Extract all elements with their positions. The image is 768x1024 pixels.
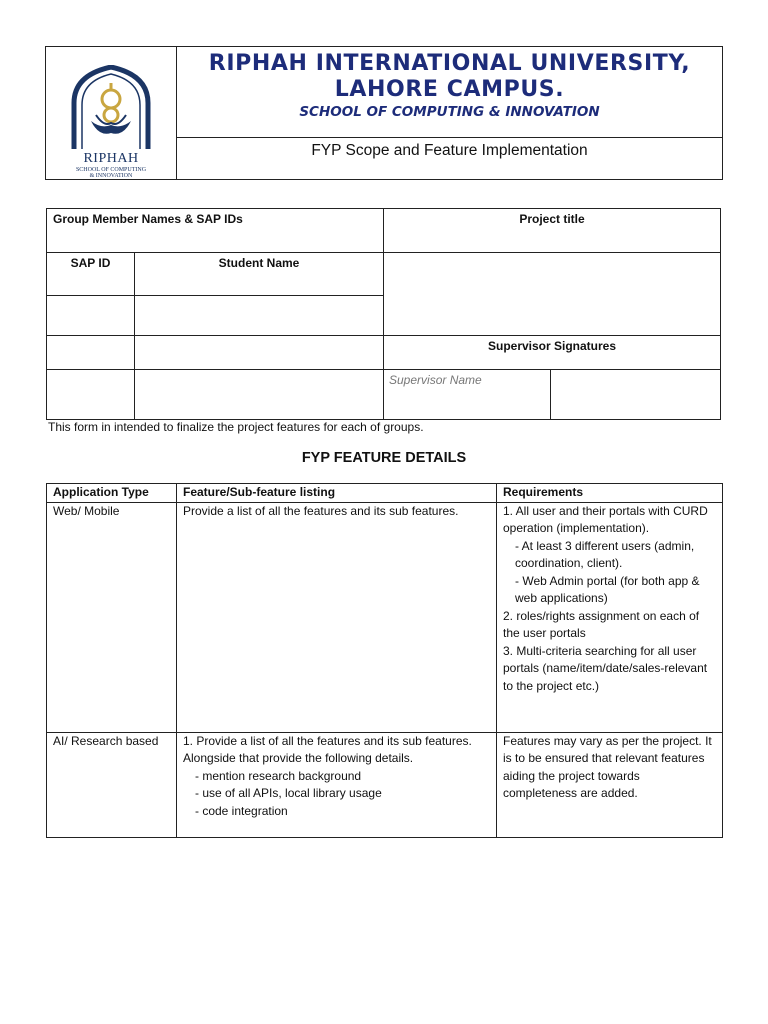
requirements-cell [497, 732, 723, 837]
logo-subtext-line1: SCHOOL OF COMPUTING [75, 167, 147, 173]
student-name-cell[interactable] [135, 296, 384, 336]
school-name: SCHOOL OF COMPUTING & INNOVATION [299, 104, 600, 120]
campus-name: LAHORE CAMPUS. [334, 77, 565, 102]
requirement-line: 1. All user and their portals with CURD operation (implementation). [503, 503, 708, 535]
requirement-line: 3. Multi-criteria searching for all user portals (name/item/date/sales-relevant to the project etc.) [503, 643, 708, 693]
group-info-table [46, 208, 721, 420]
sap-id-header: SAP ID [47, 253, 135, 296]
student-name-cell[interactable] [135, 370, 384, 420]
feature-line: 1. Provide a list of all the features and its sub features. Alongside that provide the following details. [183, 733, 472, 765]
sap-id-cell[interactable] [47, 370, 135, 420]
table-row [47, 502, 723, 732]
feature-details-table [46, 483, 723, 838]
supervisor-signature-field[interactable] [551, 370, 721, 420]
feature-listing-cell [177, 732, 497, 837]
feature-details-heading: FYP FEATURE DETAILS [301, 450, 467, 466]
document-title: FYP Scope and Feature Implementation [311, 142, 588, 159]
col-header-application-type: Application Type [47, 484, 177, 503]
feature-listing-cell [177, 502, 497, 732]
logo-wordmark: RIPHAH [83, 151, 139, 166]
feature-line: Provide a list of all the features and its sub features. [183, 503, 459, 518]
requirement-line: Features may vary as per the project. It is to be ensured that relevant features aiding the project towards completeness are added. [503, 733, 712, 800]
members-header: Group Member Names & SAP IDs [47, 209, 384, 253]
requirement-line: - Web Admin portal (for both app & web applications) [515, 573, 700, 605]
logo-subtext [46, 167, 176, 179]
university-name-line1: RIPHAH INTERNATIONAL UNIVERSITY, [208, 51, 691, 76]
supervisor-signatures-header: Supervisor Signatures [384, 336, 721, 370]
riphah-logo-icon [66, 65, 156, 151]
university-name [177, 47, 722, 103]
doc-title-cell [177, 138, 722, 179]
student-name-header: Student Name [135, 253, 384, 296]
logo-subtext-line2: & INNOVATION [89, 173, 133, 179]
form-note: This form in intended to finalize the project features for each of groups. [48, 420, 424, 434]
application-type-cell: Web/ Mobile [47, 502, 177, 732]
requirement-line: 2. roles/rights assignment on each of the user portals [503, 608, 700, 640]
table-row [47, 732, 723, 837]
sap-id-cell[interactable] [47, 296, 135, 336]
logo-cell [46, 47, 177, 179]
col-header-feature-listing: Feature/Sub-feature listing [177, 484, 497, 503]
requirements-cell [497, 502, 723, 732]
feature-line: - mention research background [195, 768, 362, 783]
student-name-cell[interactable] [135, 336, 384, 370]
project-title-field[interactable] [384, 253, 721, 336]
supervisor-name-field[interactable]: Supervisor Name [384, 370, 551, 420]
feature-line: - use of all APIs, local library usage [195, 786, 382, 800]
title-cell [177, 47, 722, 138]
document-header [45, 46, 723, 180]
feature-line: - code integration [195, 803, 288, 818]
project-title-header: Project title [384, 209, 721, 253]
application-type-cell: AI/ Research based [47, 732, 177, 837]
col-header-requirements: Requirements [497, 484, 723, 503]
sap-id-cell[interactable] [47, 336, 135, 370]
requirement-line: - At least 3 different users (admin, coordination, client). [515, 538, 695, 570]
